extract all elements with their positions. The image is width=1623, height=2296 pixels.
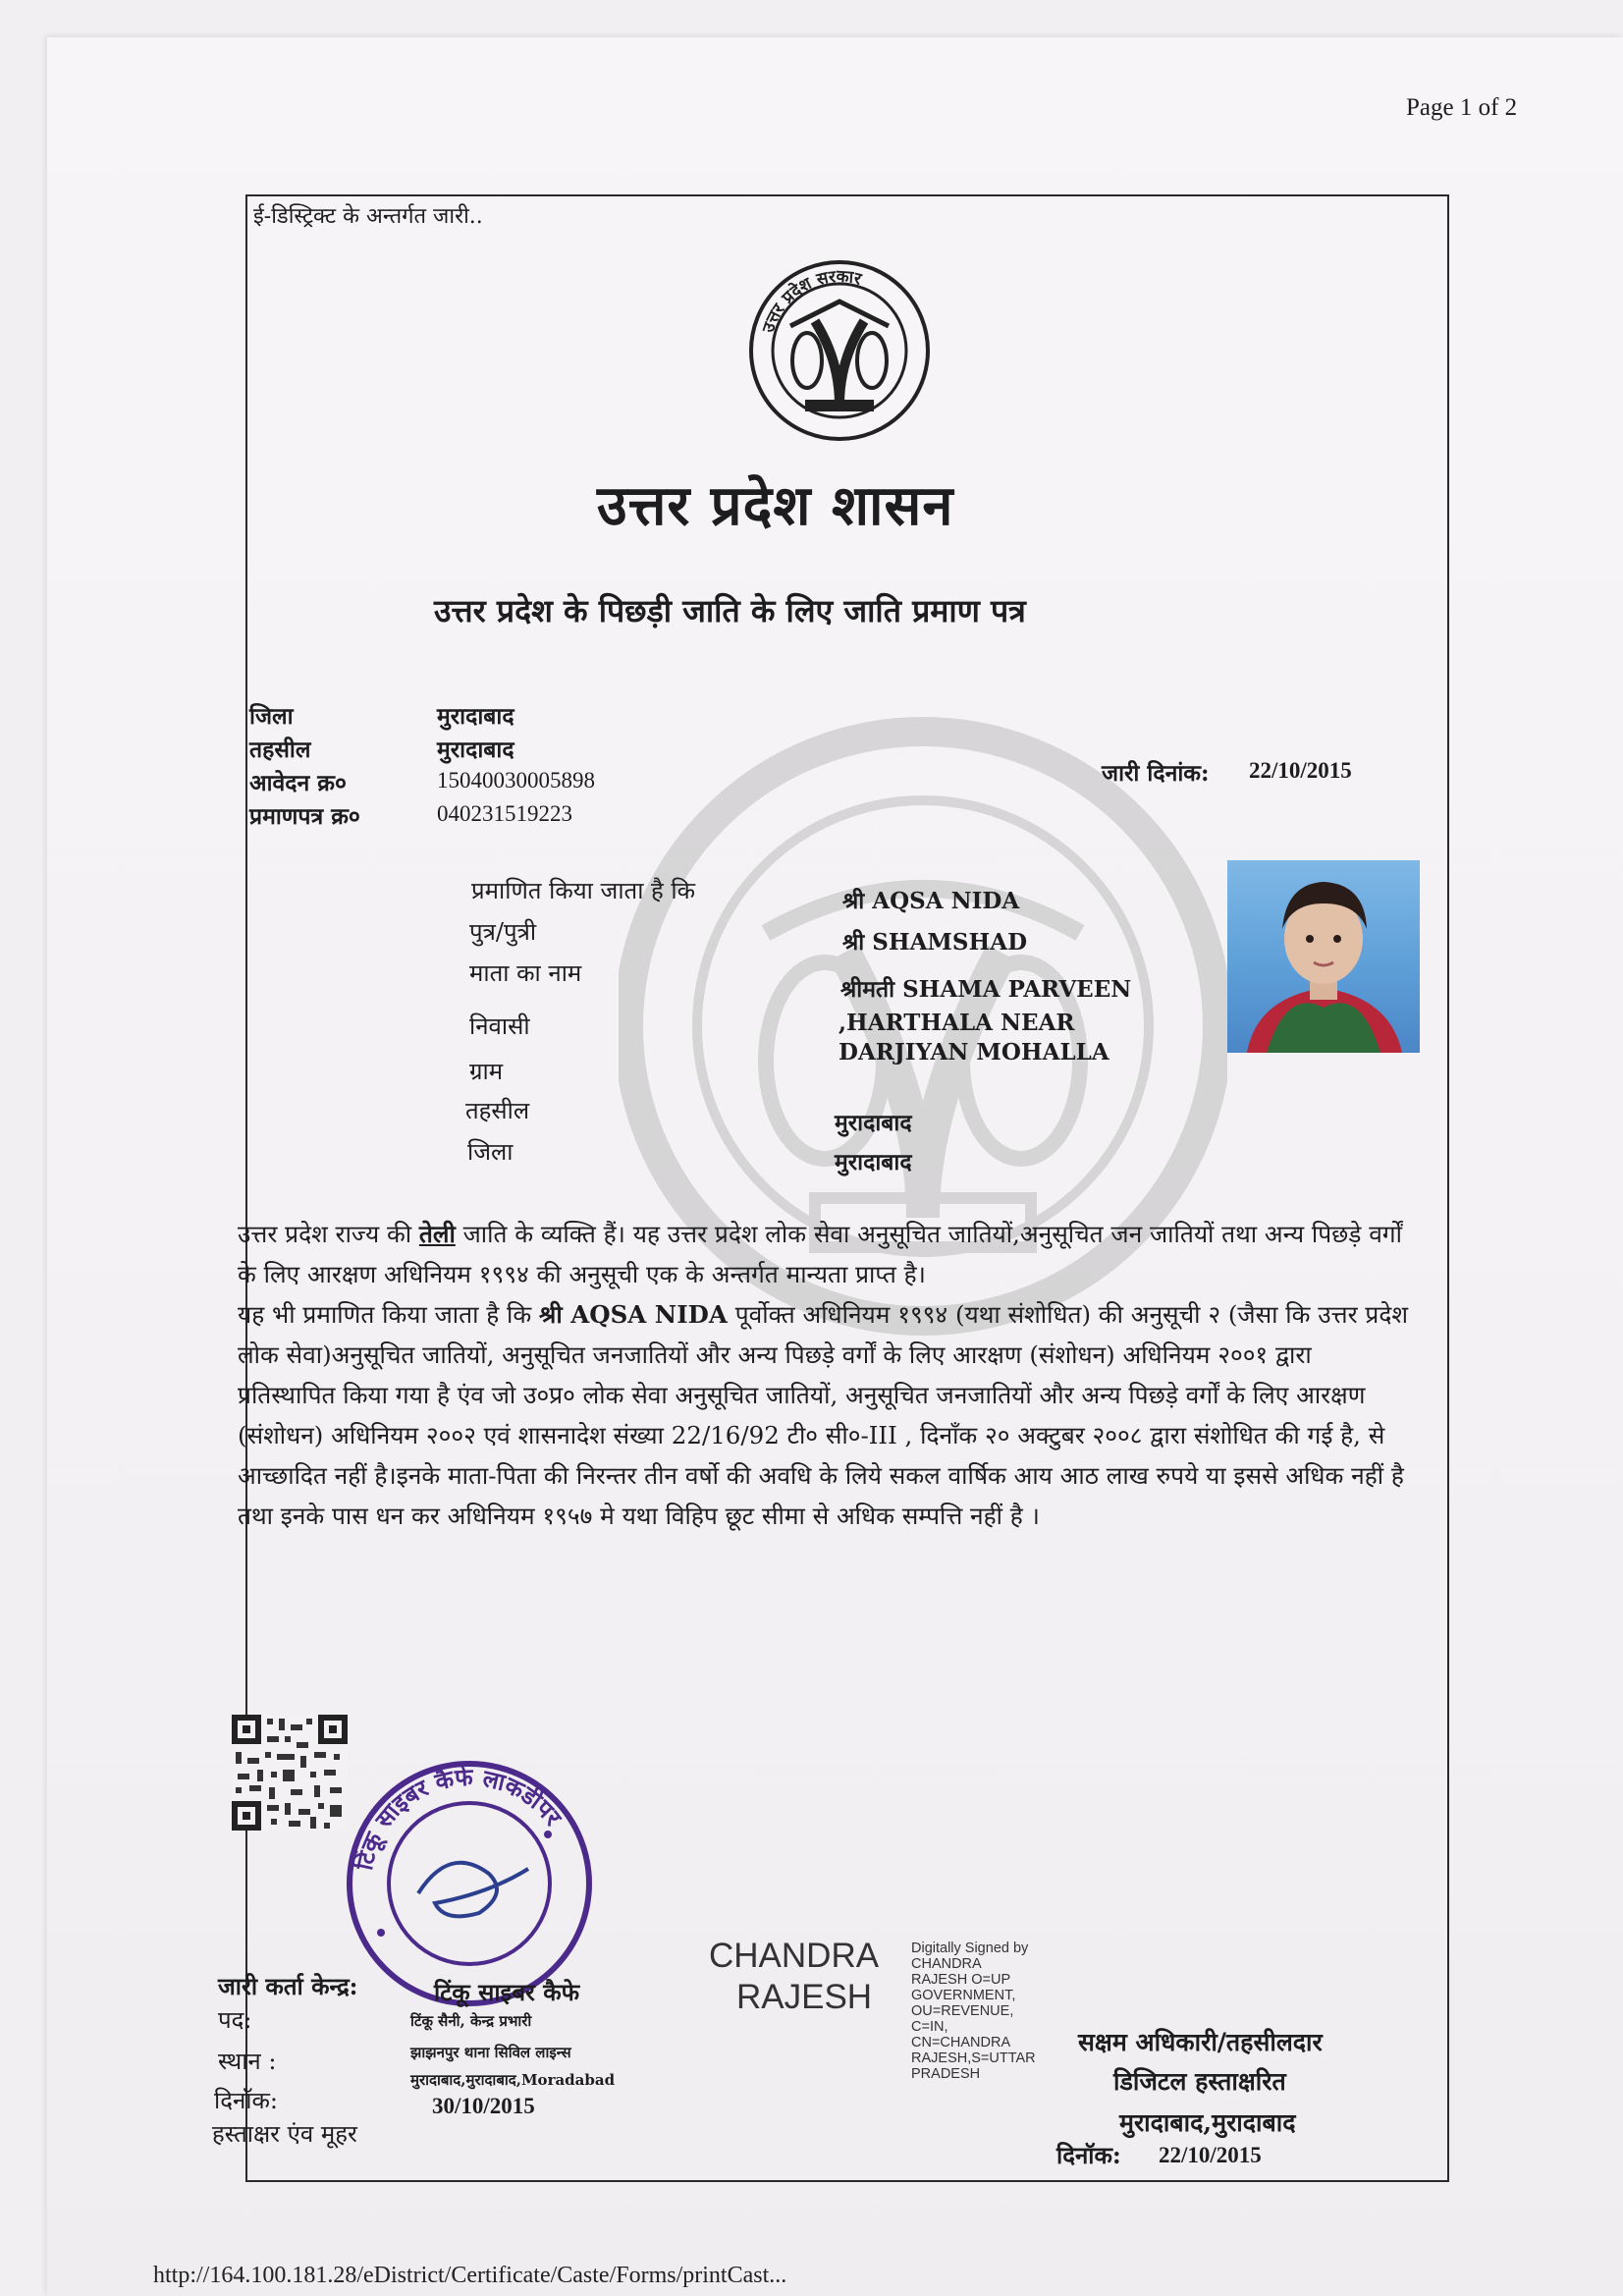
issuer-date-label: दिनॉक: (214, 2087, 279, 2114)
post-value: टिंकू सैनी, केन्द्र प्रभारी (410, 2012, 532, 2030)
signature-seal-label: हस्ताक्षर एंव मूहर (212, 2120, 357, 2148)
caste-name: तेली (418, 1220, 456, 1248)
application-number-value: 15040030005898 (437, 768, 595, 793)
resident-line-1: ,HARTHALA NEAR (839, 1010, 1075, 1036)
issue-date-value: 22/10/2015 (1249, 758, 1352, 783)
detail-district-label: जिला (467, 1138, 514, 1166)
svg-text:टिंकू साइबर कैफे लाकडीपर: टिंकू साइबर कैफे लाकडीपर (350, 1763, 568, 1873)
mother-name: श्रीमती SHAMA PARVEEN (840, 976, 1132, 1003)
qr-code-icon (232, 1715, 348, 1831)
applicant-name: श्री AQSA NIDA (842, 888, 1020, 914)
place-label: स्थान : (218, 2048, 277, 2075)
village-label: ग्राम (469, 1058, 504, 1085)
issuing-center-label: जारी कर्ता केन्द्र: (218, 1972, 358, 2000)
sig-detail: RAJESH,S=UTTAR (911, 2050, 1036, 2066)
sig-detail: RAJESH O=UP (911, 1972, 1011, 1988)
sig-detail: CN=CHANDRA (911, 2035, 1011, 2050)
detail-tehsil-label: तहसील (465, 1097, 530, 1124)
tehsil-label: तहसील (249, 737, 311, 763)
footer-url: http://164.100.181.28/eDistrict/Certificate/Caste/Forms/printCast... (153, 2263, 787, 2288)
resident-line-2: DARJIYAN MOHALLA (839, 1039, 1109, 1066)
application-number-label: आवेदन क्र० (249, 770, 347, 796)
body-text-2b: पूर्वोक्त अधिनियम १९९४ (यथा संशोधित) की अनुसूची २ (जैसा कि उत्तर प्रदेश लोक सेवा)अनुसूचित जातियों, अनुसूचित जनजातियों और अन्य पिछड़े वर्गों के लिए आरक्षण (संशोधन) अधिनियम २००१ द्वारा प्रतिस्थापित किया गया है एंव जो उ०प्र० लोक सेवा अनुसूचित जातियों, अनुसूचित जनजातियों और अन्य पिछड़े वर्गों के लिए आरक्षण (संशोधन) अधिनियम २००२ एवं शासनादेश संख्या 22/16/92 टी० सी०-III , दिनाँक २० अक्टुबर २००८ द्वारा संशोधित की गई है, से आच्छादित नहीं है।इनके माता-पिता की निरन्तर तीन वर्षो की अवधि के लिये सकल वार्षिक आय आठ लाख रुपये या इससे अधिक नहीं है तथा इनके पास धन कर अधिनियम १९५७ मे यथा विहिप छूट सीमा से अधिक सम्पत्ति नहीं है । (238, 1300, 1408, 1530)
issuer-date-value: 30/10/2015 (432, 2094, 535, 2118)
sig-detail: Digitally Signed by (911, 1941, 1029, 1956)
body-applicant-name: श्री AQSA NIDA (539, 1300, 728, 1329)
district-value: मुरादाबाद (437, 703, 514, 730)
sig-detail: C=IN, (911, 2019, 948, 2035)
signer-name-line-1: CHANDRA (709, 1937, 880, 1975)
sig-detail: GOVERNMENT, (911, 1988, 1016, 2003)
page-number: Page 1 of 2 (1406, 94, 1518, 121)
authority-digital-signed: डिजिटल हस्ताक्षरित (1113, 2067, 1286, 2096)
sig-detail: CHANDRA (911, 1956, 982, 1972)
svg-text:उत्तर प्रदेश सरकार: उत्तर प्रदेश सरकार (758, 266, 864, 336)
father-name: श्री SHAMSHAD (842, 929, 1028, 956)
certified-label: प्रमाणित किया जाता है कि (471, 877, 696, 904)
certificate-number-value: 040231519223 (437, 801, 572, 826)
place-value-2: मुरादाबाद,मुरादाबाद,Moradabad (410, 2071, 616, 2089)
applicant-photo (1227, 860, 1420, 1053)
mother-name-label: माता का नाम (469, 959, 582, 987)
certificate-subtitle: उत्तर प्रदेश के पिछड़ी जाति के लिए जाति प्रमाण पत्र (434, 592, 1026, 629)
detail-district-value: मुरादाबाद (835, 1149, 912, 1175)
authority-date-value: 22/10/2015 (1159, 2143, 1262, 2167)
circular-stamp-icon (342, 1756, 597, 2011)
certificate-number-label: प्रमाणपत्र क्र० (249, 803, 360, 830)
issued-under-text: ई-डिस्ट्रिक्ट के अन्तर्गत जारी.. (253, 204, 483, 229)
digital-signature-details (911, 1941, 1036, 2082)
post-label: पद: (218, 2006, 252, 2034)
resident-label: निवासी (469, 1012, 530, 1040)
body-text-2a: यह भी प्रमाणित किया जाता है कि (238, 1300, 539, 1329)
place-value-1: झाझनपुर थाना सिविल लाइन्स (410, 2044, 571, 2061)
page-title: उत्तर प्रदेश शासन (597, 473, 954, 538)
certificate-body (238, 1214, 1411, 1536)
son-daughter-label: पुत्र/पुत्री (469, 918, 537, 946)
body-text-1a: उत्तर प्रदेश राज्य की (238, 1220, 419, 1248)
tehsil-value: मुरादाबाद (437, 737, 514, 763)
detail-tehsil-value: मुरादाबाद (835, 1110, 912, 1136)
district-label: जिला (249, 703, 294, 730)
issue-date-label: जारी दिनांक: (1102, 760, 1210, 787)
authority-location: मुरादाबाद,मुरादाबाद (1119, 2108, 1296, 2137)
authority-designation: सक्षम अधिकारी/तहसीलदार (1078, 2028, 1323, 2056)
sig-detail: PRADESH (911, 2066, 981, 2082)
body-text-1b: जाति के व्यक्ति हैं। यह उत्तर प्रदेश लोक सेवा अनुसूचित जातियों,अनुसूचित जन जातियों तथा अन्य पिछड़े वर्गों के लिए आरक्षण अधिनियम १९९४ की अनुसूची एक के अन्तर्गत मान्यता प्राप्त है। (238, 1220, 1402, 1288)
sig-detail: OU=REVENUE, (911, 2003, 1014, 2019)
authority-date-label: दिनॉक: (1056, 2141, 1121, 2169)
signer-name-line-2: RAJESH (736, 1978, 873, 2016)
issuing-center-value: टिंकू साइबर कैफे (434, 1978, 580, 2006)
up-government-emblem-icon (746, 257, 933, 444)
